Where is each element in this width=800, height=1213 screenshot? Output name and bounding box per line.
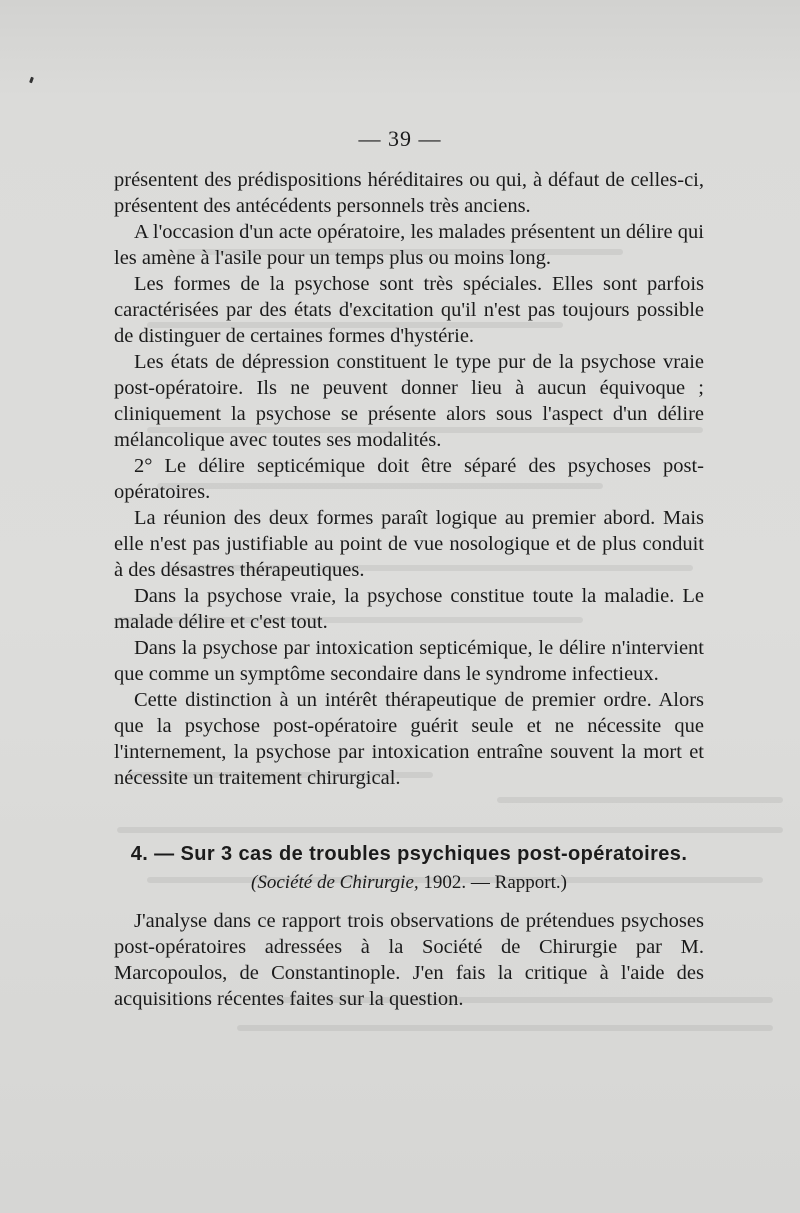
paragraph: Cette distinction à un intérêt thérapeutique de premier ordre. Alors que la psychose post-opératoire guérit seule et ne nécessite que l'internement, la psychose par intoxication entraîne souvent la mort et nécessite un traitement chirurgical. <box>114 689 704 789</box>
paragraph: Les états de dépression constituent le type pur de la psychose vraie post-opératoire. Ils ne peuvent donner lieu à aucun équivoque ; cliniquement la psychose se présente alors sous l'aspect d'un délire mélancolique avec toutes ses modalités. <box>114 351 704 451</box>
body-text-upper <box>114 167 704 791</box>
page-number: — 39 — <box>358 126 442 151</box>
ink-speck <box>29 77 34 84</box>
section-source <box>114 872 704 894</box>
paragraph: 2° Le délire septicémique doit être séparé des psychoses post-opératoires. <box>114 455 704 503</box>
paragraph: La réunion des deux formes paraît logique au premier abord. Mais elle n'est pas justifiable au point de vue nosologique et de plus conduit à des désastres thérapeutiques. <box>114 507 704 581</box>
paragraph: A l'occasion d'un acte opératoire, les malades présentent un délire qui les amène à l'asile pour un temps plus ou moins long. <box>114 221 704 269</box>
body-text-lower <box>114 908 704 1012</box>
source-journal: (Société de Chirurgie, <box>251 872 419 893</box>
source-year: 1902. — Rapport.) <box>418 872 567 893</box>
paragraph: Dans la psychose vraie, la psychose constitue toute la maladie. Le malade délire et c'est tout. <box>114 585 704 633</box>
paragraph: Dans la psychose par intoxication septicémique, le délire n'intervient que comme un symptôme secondaire dans le syndrome infectieux. <box>114 637 704 685</box>
paragraph-continuation: présentent des prédispositions héréditaires ou qui, à défaut de celles-ci, présentent des antécédents personnels très anciens. <box>114 169 704 217</box>
paragraph: J'analyse dans ce rapport trois observations de prétendues psychoses post-opératoires adressées à la Société de Chirurgie par M. Marcopoulos, de Constantinople. J'en fais la critique à l'aide des acquisitions récentes faites sur la question. <box>114 910 704 1010</box>
section-heading: 4. — Sur 3 cas de troubles psychiques post-opératoires. <box>130 843 688 865</box>
paragraph: Les formes de la psychose sont très spéciales. Elles sont parfois caractérisées par des états d'excitation qu'il n'est pas toujours possible de distinguer de certaines formes d'hystérie. <box>114 273 704 347</box>
